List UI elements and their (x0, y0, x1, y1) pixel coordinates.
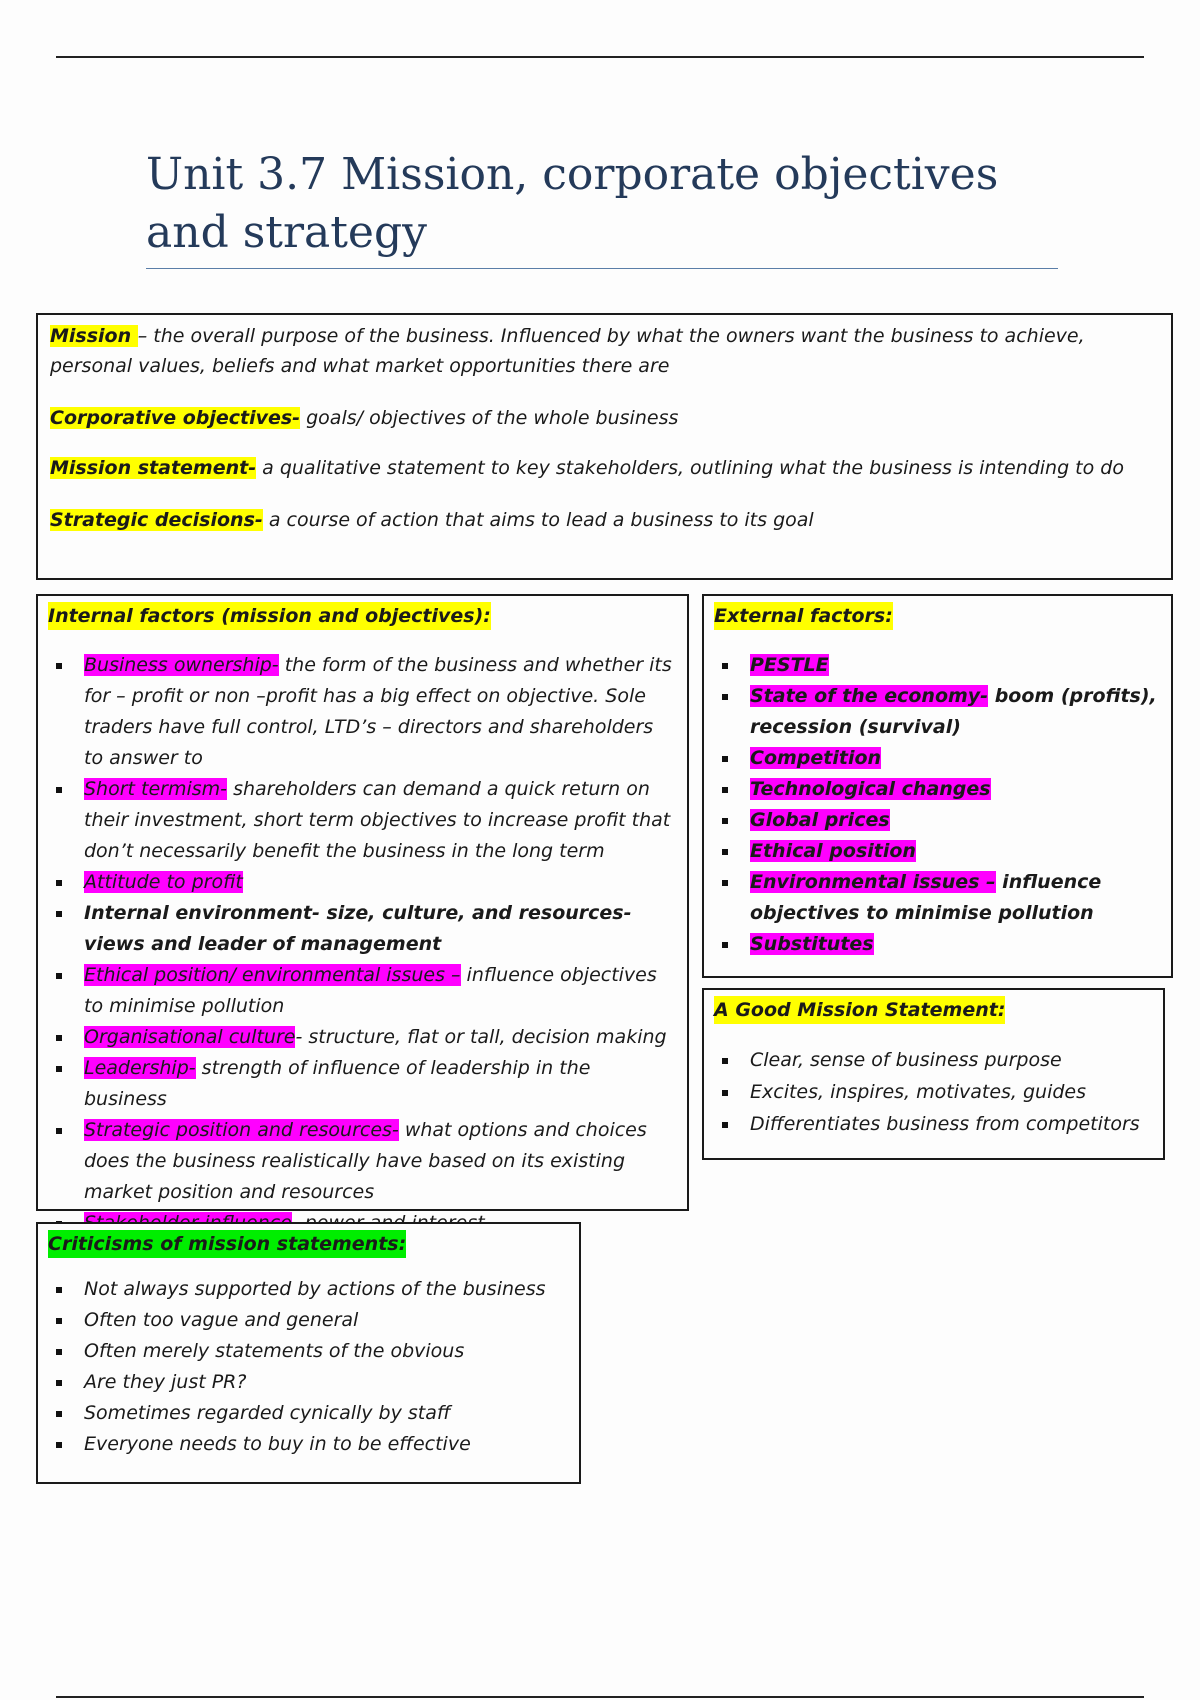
page-title: Unit 3.7 Mission, corporate objectives and strategy (146, 149, 999, 258)
factor-text: shareholders can demand a quick return on their investment, short term objectives to increase profit that don’t necessarily benefit the business in the long term (84, 778, 671, 862)
list-item (48, 898, 677, 960)
factor-term: Leadership- (84, 1057, 196, 1079)
factor-text: - structure, flat or tall, decision making (295, 1026, 667, 1048)
definitions-box (36, 313, 1173, 580)
definition-text: – the overall purpose of the business. Influenced by what the owners want the business to achieve, personal values, beliefs and what market opportunities there are (50, 325, 1085, 377)
factor-text: Internal environment- size, culture, and resources- views and leader of management (84, 902, 632, 955)
list-item: Differentiates business from competitors (714, 1108, 1153, 1140)
list-item: Often too vague and general (48, 1305, 569, 1336)
factor-term: Technological changes (750, 778, 991, 800)
list-item (714, 836, 1161, 867)
bottom-rule (56, 1696, 1144, 1698)
list-item (48, 774, 677, 867)
top-rule (56, 56, 1144, 58)
list-item (48, 1022, 677, 1053)
list-item (714, 805, 1161, 836)
factor-term: Strategic position and resources- (84, 1119, 399, 1141)
definition-term: Mission (50, 325, 138, 347)
factor-text: strength of influence of leadership in the business (84, 1057, 591, 1110)
definition-corporative-objectives (50, 403, 1159, 433)
list-item (714, 774, 1161, 805)
factor-term: Attitude to profit (84, 871, 243, 893)
criticisms-list (48, 1274, 569, 1460)
definition-text: goals/ objectives of the whole business (300, 407, 679, 429)
criticisms-heading: Criticisms of mission statements: (48, 1230, 406, 1258)
factor-text: what options and choices does the business realistically have based on its existing market position and resources (84, 1119, 647, 1203)
factor-term: Competition (750, 747, 882, 769)
list-item (714, 743, 1161, 774)
external-factors-list (714, 650, 1161, 960)
list-item: Often merely statements of the obvious (48, 1336, 569, 1367)
good-mission-statement-heading: A Good Mission Statement: (714, 996, 1005, 1024)
definition-mission (50, 321, 1159, 381)
good-mission-statement-box (702, 988, 1165, 1160)
factor-term: Business ownership- (84, 654, 279, 676)
list-item (714, 650, 1161, 681)
list-item: Clear, sense of business purpose (714, 1044, 1153, 1076)
list-item (48, 1115, 677, 1208)
definition-term: Mission statement- (50, 457, 257, 479)
external-factors-heading: External factors: (714, 602, 893, 630)
list-item: Not always supported by actions of the business (48, 1274, 569, 1305)
factor-term: Environmental issues – (750, 871, 996, 893)
factor-term: PESTLE (750, 654, 829, 676)
factor-text: the form of the business and whether its for – profit or non –profit has a big effect on objective. Sole traders have full control, LTD’s – directors and shareholders to answer to (84, 654, 672, 769)
definition-text: a course of action that aims to lead a business to its goal (262, 509, 814, 531)
list-item (48, 960, 677, 1022)
definition-mission-statement (50, 453, 1159, 483)
factor-term: State of the economy- (750, 685, 989, 707)
definition-strategic-decisions (50, 505, 1159, 535)
list-item (48, 867, 677, 898)
external-factors-box (702, 594, 1173, 978)
list-item (48, 1053, 677, 1115)
factor-term: Ethical position/ environmental issues – (84, 964, 461, 986)
criticisms-box (36, 1222, 581, 1484)
internal-factors-heading: Internal factors (mission and objectives): (48, 602, 491, 630)
factor-term: Ethical position (750, 840, 916, 862)
definition-text: a qualitative statement to key stakeholders, outlining what the business is intending to do (256, 457, 1124, 479)
factor-term: Short termism- (84, 778, 228, 800)
factor-term: Global prices (750, 809, 890, 831)
internal-factors-box (36, 594, 689, 1211)
factor-text: influence objectives to minimise pollution (84, 964, 657, 1017)
factor-text: influence objectives to minimise pollution (750, 871, 1102, 924)
title-underline (146, 268, 1058, 269)
definition-term: Strategic decisions- (50, 509, 263, 531)
list-item (714, 681, 1161, 743)
internal-factors-list (48, 650, 677, 1239)
list-item: Excites, inspires, motivates, guides (714, 1076, 1153, 1108)
factor-text: boom (profits), recession (survival) (750, 685, 1157, 738)
definition-term: Corporative objectives- (50, 407, 301, 429)
list-item: Everyone needs to buy in to be effective (48, 1429, 569, 1460)
factor-term: Organisational culture (84, 1026, 296, 1048)
factor-term: Substitutes (750, 933, 874, 955)
list-item (48, 650, 677, 774)
good-mission-statement-list (714, 1044, 1153, 1140)
list-item (714, 867, 1161, 929)
list-item: Sometimes regarded cynically by staff (48, 1398, 569, 1429)
list-item: Are they just PR? (48, 1367, 569, 1398)
list-item (714, 929, 1161, 960)
